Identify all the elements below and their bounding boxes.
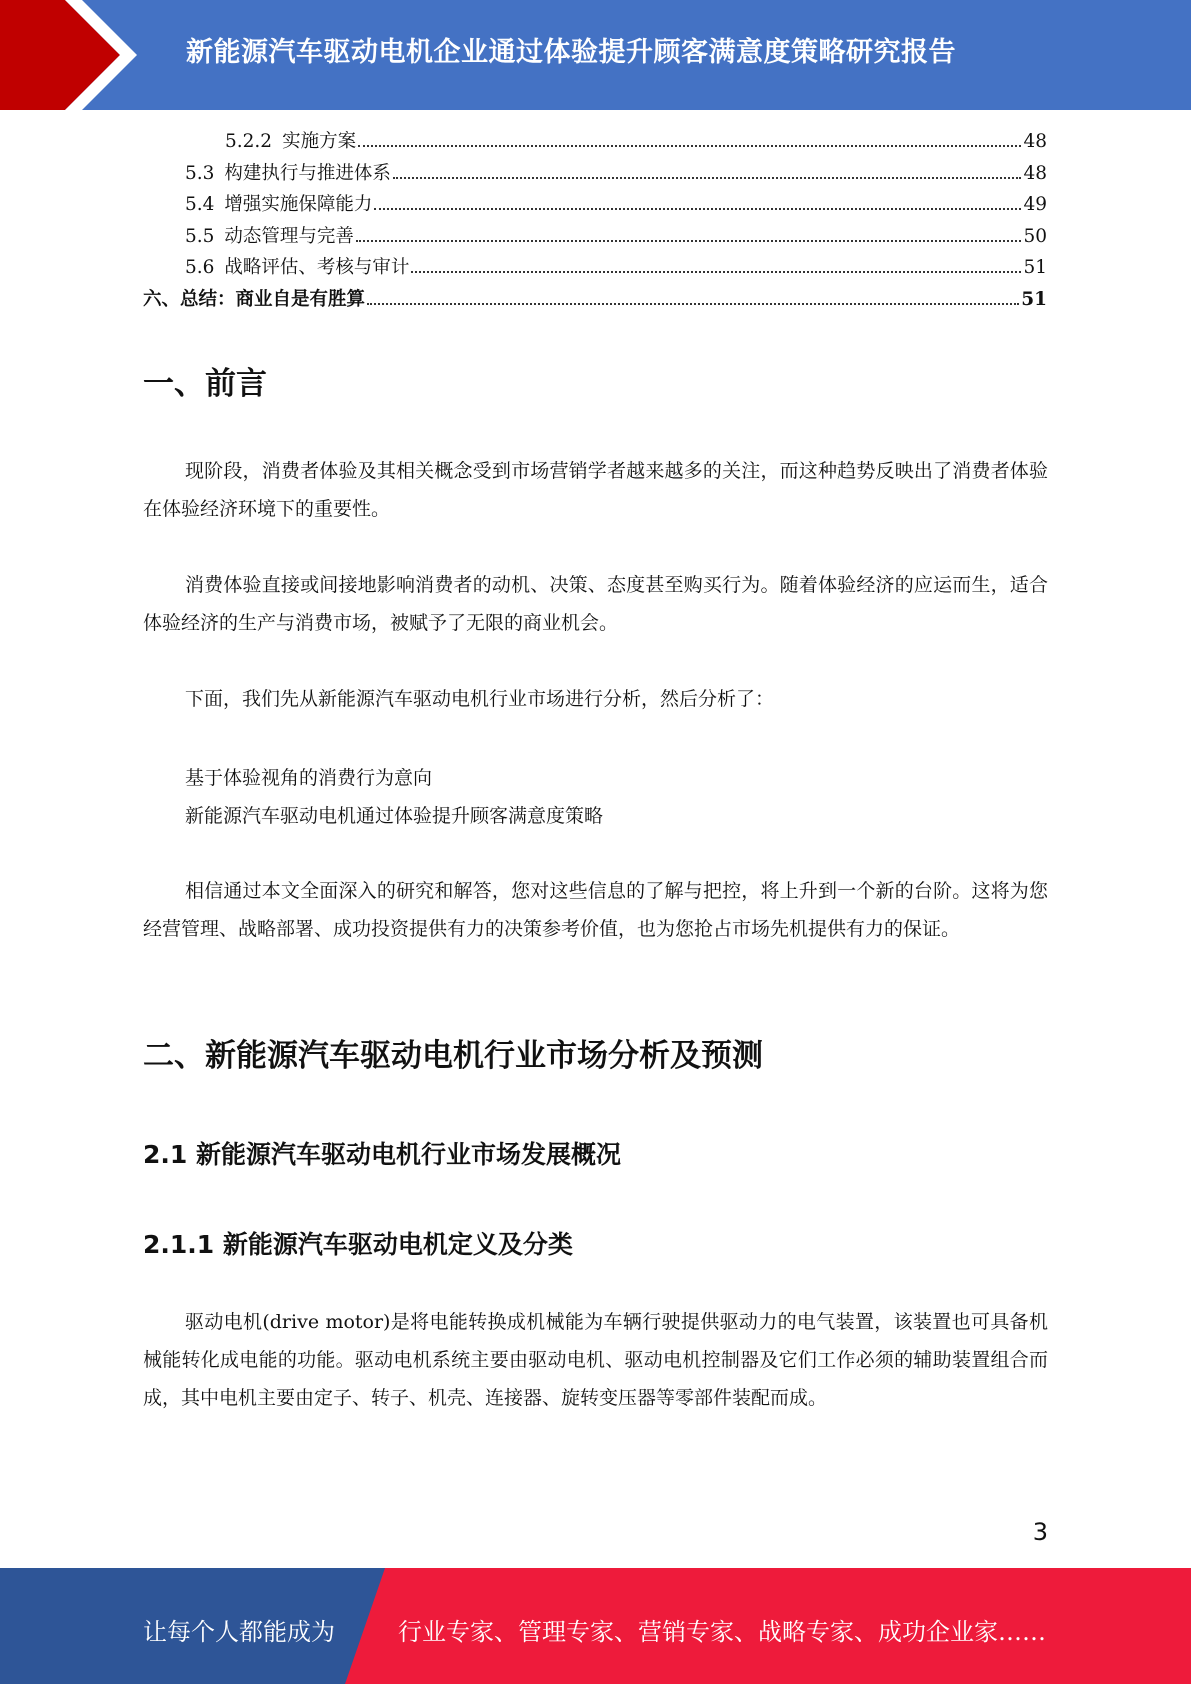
paragraph-text: 下面，我们先从新能源汽车驱动电机行业市场进行分析，然后分析了： bbox=[185, 688, 775, 710]
toc-entry[interactable] bbox=[143, 127, 1047, 159]
toc-page: 48 bbox=[1023, 131, 1047, 152]
paragraph-text: 驱动电机(drive motor)是将电能转换成机械能为车辆行驶提供驱动力的电气装置，该装置也可具备机械能转化成电能的功能。驱动电机系统主要由驱动电机、驱动电机控制器及它们工作必须的辅助装置组合而成，其中电机主要由定子、转子、机壳、连接器、旋转变压器等零部件装配而成。 bbox=[143, 1311, 1048, 1409]
chevron-logo-icon bbox=[0, 0, 160, 110]
paragraph bbox=[143, 872, 1048, 948]
toc-title: 六、总结：商业自是有胜算 bbox=[143, 288, 366, 310]
footer-slogan-left: 让每个人都能成为 bbox=[143, 1618, 335, 1646]
subsection-heading: 2.1.1 新能源汽车驱动电机定义及分类 bbox=[143, 1230, 573, 1259]
page-header bbox=[0, 0, 1191, 110]
section-heading-preface: 一、前言 bbox=[143, 366, 267, 402]
page-number: 3 bbox=[1032, 1518, 1048, 1546]
toc-leader bbox=[356, 239, 1022, 242]
paragraph bbox=[143, 680, 1048, 718]
list-item: 基于体验视角的消费行为意向 bbox=[185, 767, 433, 789]
toc-number: 5.2.2 bbox=[225, 131, 273, 152]
toc-title: 增强实施保障能力 bbox=[224, 194, 373, 215]
toc-number: 5.3 bbox=[185, 162, 215, 184]
toc-leader bbox=[367, 302, 1019, 305]
header-title: 新能源汽车驱动电机企业通过体验提升顾客满意度策略研究报告 bbox=[186, 37, 956, 68]
paragraph bbox=[143, 452, 1048, 528]
toc-number: 5.6 bbox=[185, 257, 215, 278]
toc-leader bbox=[358, 144, 1021, 147]
toc-page: 51 bbox=[1021, 288, 1047, 310]
toc-leader bbox=[393, 176, 1022, 179]
toc-page: 48 bbox=[1023, 162, 1047, 184]
toc-title: 实施方案 bbox=[282, 131, 357, 152]
subsection-heading: 2.1 新能源汽车驱动电机行业市场发展概况 bbox=[143, 1140, 621, 1169]
toc-leader bbox=[374, 207, 1021, 210]
toc-title: 战略评估、考核与审计 bbox=[224, 257, 410, 278]
paragraph-text: 现阶段，消费者体验及其相关概念受到市场营销学者越来越多的关注，而这种趋势反映出了消费者体验在体验经济环境下的重要性。 bbox=[143, 460, 1048, 520]
toc-page: 49 bbox=[1023, 194, 1047, 215]
paragraph-text: 相信通过本文全面深入的研究和解答，您对这些信息的了解与把控，将上升到一个新的台阶。这将为您经营管理、战略部署、成功投资提供有力的决策参考价值，也为您抢占市场先机提供有力的保证。 bbox=[143, 880, 1048, 940]
paragraph bbox=[143, 566, 1048, 642]
toc-page: 50 bbox=[1023, 225, 1047, 247]
list-item: 新能源汽车驱动电机通过体验提升顾客满意度策略 bbox=[185, 805, 604, 827]
footer-slogan-right: 行业专家、管理专家、营销专家、战略专家、成功企业家…… bbox=[398, 1618, 1046, 1646]
toc-page: 51 bbox=[1023, 257, 1047, 278]
toc-entry[interactable] bbox=[143, 222, 1047, 254]
toc-entry[interactable] bbox=[143, 253, 1047, 285]
toc-number: 5.5 bbox=[185, 225, 215, 247]
toc-entry[interactable] bbox=[143, 190, 1047, 222]
toc-title: 构建执行与推进体系 bbox=[224, 162, 391, 184]
paragraph bbox=[143, 1303, 1048, 1417]
toc-entry[interactable] bbox=[143, 285, 1047, 317]
page-footer bbox=[0, 1568, 1191, 1684]
toc-title: 动态管理与完善 bbox=[224, 225, 354, 247]
section-heading-market: 二、新能源汽车驱动电机行业市场分析及预测 bbox=[143, 1038, 763, 1074]
paragraph-text: 消费体验直接或间接地影响消费者的动机、决策、态度甚至购买行为。随着体验经济的应运而生，适合体验经济的生产与消费市场，被赋予了无限的商业机会。 bbox=[143, 574, 1048, 634]
toc-entry[interactable] bbox=[143, 159, 1047, 191]
table-of-contents bbox=[143, 127, 1047, 316]
toc-leader bbox=[411, 270, 1021, 273]
toc-number: 5.4 bbox=[185, 194, 215, 215]
